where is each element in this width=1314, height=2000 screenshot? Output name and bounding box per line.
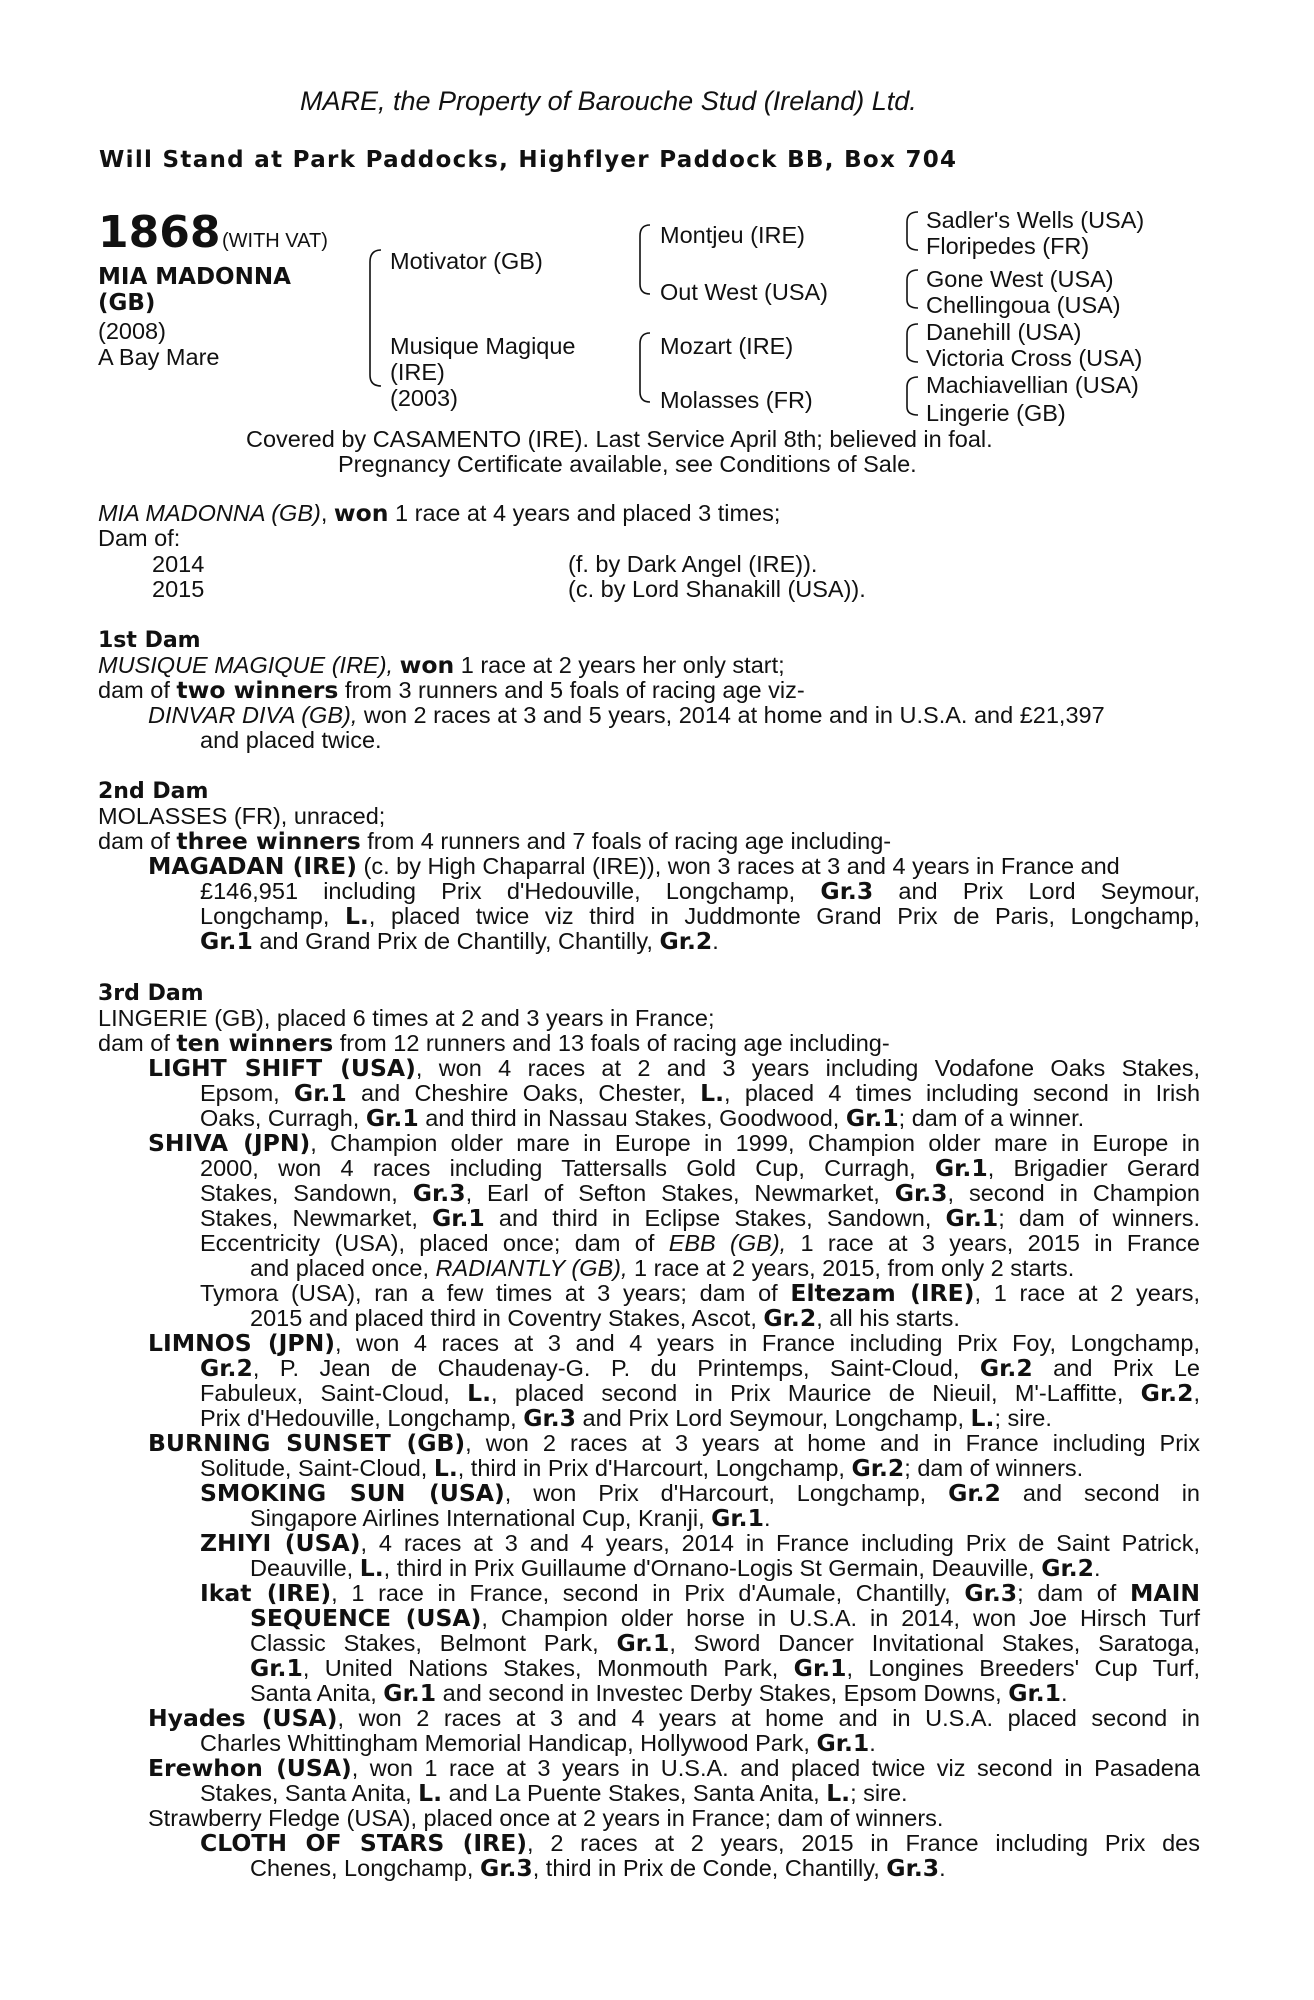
- sh-l4c: and third in Eclipse Stakes, Sandown,: [484, 1205, 946, 1231]
- sh-l4b: Gr.1: [431, 1204, 485, 1232]
- li-l4a: Prix d'Hedouville, Longchamp,: [200, 1405, 524, 1431]
- limnos-name: LIMNOS (JPN): [148, 1329, 336, 1357]
- erewhon-line1: [148, 1756, 1200, 1781]
- cs-name: CLOTH OF STARS (IRE): [200, 1829, 528, 1857]
- lightshift-line1: [148, 1056, 1200, 1081]
- zhiyi-line2: [250, 1556, 1101, 1581]
- ec-l2a: and placed once,: [250, 1255, 436, 1281]
- lightshift-line3: [200, 1106, 1084, 1131]
- shiva-line2: [200, 1156, 1200, 1181]
- hy-name: Hyades (USA): [148, 1704, 338, 1732]
- hy-l2b: Gr.1: [816, 1729, 870, 1757]
- cs-l2b: Gr.3: [479, 1854, 533, 1882]
- eccentricity-line1: [200, 1231, 1200, 1256]
- zh-l2b: L.: [359, 1554, 384, 1582]
- magadan-l4b: and Grand Prix de Chantilly, Chantilly,: [252, 928, 660, 954]
- dam-line2: (IRE): [390, 359, 445, 385]
- shiva-name: SHIVA (JPN): [148, 1129, 311, 1157]
- second-dam-damof-pre: dam of: [98, 828, 177, 854]
- ik-l1d: MAIN: [1130, 1579, 1200, 1607]
- magadan-name: MAGADAN (IRE): [148, 852, 357, 880]
- magadan-l4c: Gr.2: [659, 927, 713, 955]
- zh-l2c: , third in Prix Guillaume d'Ornano-Logis St Germain, Deauville,: [383, 1555, 1042, 1581]
- magadan-l2c: and Prix Lord Seymour,: [873, 878, 1200, 904]
- lightshift-line2: [200, 1081, 1200, 1106]
- dam-line3: (2003): [390, 385, 458, 411]
- dss: Danehill (USA): [926, 319, 1082, 345]
- dsd: Victoria Cross (USA): [926, 345, 1143, 371]
- ikat-line5: [250, 1681, 1068, 1706]
- ik-l1b: Gr.3: [964, 1579, 1018, 1607]
- magadan-line4: [200, 929, 719, 954]
- sh-l3d: Gr.3: [894, 1179, 948, 1207]
- bracket-gen1: [370, 250, 381, 386]
- hyades-line1: [148, 1706, 1200, 1731]
- third-dam-damof-post: from 12 runners and 13 foals of racing age including-: [333, 1030, 890, 1056]
- bracket-gen3-3: [907, 324, 918, 362]
- bs-l2e: ; dam of winners.: [904, 1455, 1084, 1481]
- limnos-line2: [200, 1356, 1200, 1381]
- ls-l2a: Epsom,: [200, 1080, 294, 1106]
- bracket-gen2-sire: [640, 225, 650, 294]
- ty-l2a: 2015 and placed third in Coventry Stakes, Ascot,: [250, 1305, 764, 1331]
- er-l2a: Stakes, Santa Anita,: [200, 1780, 419, 1806]
- ec-l1b: EBB (GB),: [668, 1230, 787, 1256]
- produce-year-1: 2014: [152, 551, 205, 577]
- ty-l2b: Gr.2: [763, 1304, 817, 1332]
- li-l3a: Fabuleux, Saint-Cloud,: [200, 1380, 468, 1406]
- tymora-line1: [200, 1281, 1200, 1306]
- bs-l2b: L.: [433, 1454, 458, 1482]
- sire: Motivator (GB): [390, 248, 543, 274]
- third-dam-heading: 3rd Dam: [98, 981, 204, 1006]
- magadan-text1: (c. by High Chaparral (IRE)), won 3 races at 3 and 4 years in France and: [356, 853, 1120, 879]
- ik-l5b: Gr.1: [383, 1679, 437, 1707]
- first-dam-winners: two winners: [176, 676, 339, 704]
- second-dam-winners: three winners: [176, 827, 361, 855]
- ls-l2c: and Cheshire Oaks, Chester,: [346, 1080, 701, 1106]
- record-won: won: [333, 499, 389, 527]
- magadan-l3b: L.: [344, 902, 369, 930]
- smoking-sun-line1: [200, 1481, 1200, 1506]
- owner-line: MARE, the Property of Barouche Stud (Ireland) Ltd.: [300, 86, 917, 116]
- zh-l1: , 4 races at 3 and 4 years, 2014 in France including Prix de Saint Patrick,: [360, 1530, 1200, 1556]
- li-l3e: ,: [1193, 1380, 1200, 1406]
- sh-l2b: Gr.1: [934, 1154, 988, 1182]
- horse-country: (GB): [98, 290, 156, 316]
- magadan-l2b: Gr.3: [820, 877, 874, 905]
- ikat-line2: [250, 1606, 1200, 1631]
- zh-l2e: .: [1094, 1555, 1101, 1581]
- cloth-of-stars-line2: [250, 1856, 946, 1881]
- bracket-gen3-2: [907, 270, 918, 308]
- hyades-line2: [200, 1731, 876, 1756]
- ec-l2b: RADIANTLY (GB),: [435, 1255, 628, 1281]
- produce-text-2: (c. by Lord Shanakill (USA)).: [568, 576, 866, 602]
- produce-text-1: (f. by Dark Angel (IRE)).: [568, 551, 818, 577]
- ik-l5e: .: [1061, 1680, 1068, 1706]
- ik-l5a: Santa Anita,: [250, 1680, 384, 1706]
- sh-l4d: Gr.1: [945, 1204, 999, 1232]
- magadan-line1: [148, 854, 1120, 879]
- second-dam-heading: 2nd Dam: [98, 779, 209, 804]
- magadan-l2a: £146,951 including Prix d'Hedouville, Longchamp,: [200, 878, 821, 904]
- hy-l2c: .: [869, 1730, 876, 1756]
- ty-l1b: Eltezam (IRE): [790, 1279, 975, 1307]
- li-l4d: L.: [970, 1404, 995, 1432]
- ec-l2c: 1 race at 2 years, 2015, from only 2 starts.: [627, 1255, 1075, 1281]
- second-dam-damof: [98, 829, 891, 854]
- er-l2b: L.: [418, 1779, 443, 1807]
- sire-dam: Out West (USA): [660, 279, 829, 305]
- second-dam-line1: MOLASSES (FR), unraced;: [98, 803, 386, 829]
- sh-l3a: Stakes, Sandown,: [200, 1180, 413, 1206]
- magadan-line3: [200, 904, 1200, 929]
- burning-sunset-line2: [200, 1456, 1083, 1481]
- third-dam-damof-pre: dam of: [98, 1030, 177, 1056]
- ss-l2b: Gr.1: [711, 1504, 764, 1532]
- er-name: Erewhon (USA): [148, 1754, 352, 1782]
- ik-l4a: Gr.1: [250, 1654, 303, 1682]
- shiva-line1: [148, 1131, 1200, 1156]
- first-dam-damof-post: from 3 runners and 5 foals of racing age viz-: [338, 677, 805, 703]
- first-dam-line: [98, 653, 785, 678]
- ss-l1a: , won Prix d'Harcourt, Longchamp,: [504, 1480, 949, 1506]
- hy-l1: , won 2 races at 3 and 4 years at home and in U.S.A. placed second in: [337, 1705, 1200, 1731]
- li-l3d: Gr.2: [1140, 1379, 1194, 1407]
- ik-l3b: Gr.1: [616, 1629, 670, 1657]
- magadan-line2: [200, 879, 1200, 904]
- ty-l1a: Tymora (USA), ran a few times at 3 years; dam of: [200, 1280, 791, 1306]
- ls-l3a: Oaks, Curragh,: [200, 1105, 366, 1131]
- first-dam-heading: 1st Dam: [98, 628, 201, 653]
- smoking-sun-line2: [250, 1506, 770, 1531]
- cs-l2e: .: [939, 1855, 946, 1881]
- ik-l5c: and second in Investec Derby Stakes, Epsom Downs,: [436, 1680, 1009, 1706]
- bracket-gen2-dam: [640, 333, 650, 402]
- ik-l2a: SEQUENCE (USA): [250, 1604, 482, 1632]
- dam-of-label: Dam of:: [98, 525, 181, 551]
- stand-line: Will Stand at Park Paddocks, Highflyer Paddock BB, Box 704: [99, 147, 958, 173]
- ik-l5d: Gr.1: [1008, 1679, 1062, 1707]
- bs-l2a: Solitude, Saint-Cloud,: [200, 1455, 434, 1481]
- ik-l1c: ; dam of: [1017, 1580, 1131, 1606]
- bs-l2d: Gr.2: [851, 1454, 905, 1482]
- second-dam-damof-post: from 4 runners and 7 foals of racing age including-: [360, 828, 892, 854]
- ec-l1c: 1 race at 3 years, 2015 in France: [786, 1230, 1200, 1256]
- ik-l4b: , United Nations Stakes, Monmouth Park,: [302, 1655, 794, 1681]
- limnos-line4: [200, 1406, 1052, 1431]
- lightshift-l1: , won 4 races at 2 and 3 years including Vodafone Oaks Stakes,: [415, 1055, 1200, 1081]
- covered-line2: Pregnancy Certificate available, see Conditions of Sale.: [338, 451, 917, 477]
- magadan-l3a: Longchamp,: [200, 903, 345, 929]
- record-horse-name: MIA MADONNA (GB): [98, 500, 321, 526]
- cs-l2d: Gr.3: [886, 1854, 940, 1882]
- li-l3c: , placed second in Prix Maurice de Nieuil, M'-Laffitte,: [491, 1380, 1141, 1406]
- dam-line1: Musique Magique: [390, 333, 576, 359]
- sdd: Chellingoua (USA): [926, 292, 1121, 318]
- ls-l2b: Gr.1: [293, 1079, 347, 1107]
- ik-l3a: Classic Stakes, Belmont Park,: [250, 1630, 617, 1656]
- sh-l3b: Gr.3: [412, 1179, 466, 1207]
- horse-name: MIA MADONNA: [98, 264, 291, 290]
- ik-l4d: , Longines Breeders' Cup Turf,: [846, 1655, 1201, 1681]
- sh-l3e: , second in Champion: [947, 1180, 1201, 1206]
- eccentricity-line2: [250, 1256, 1074, 1281]
- ls-l3b: Gr.1: [365, 1104, 419, 1132]
- lightshift-name: LIGHT SHIFT (USA): [148, 1054, 416, 1082]
- ls-l2e: , placed 4 times including second in Irish: [724, 1080, 1201, 1106]
- ik-l1a: , 1 race in France, second in Prix d'Aumale, Chantilly,: [331, 1580, 965, 1606]
- zh-l2a: Deauville,: [250, 1555, 360, 1581]
- li-l4c: and Prix Lord Seymour, Longchamp,: [576, 1405, 971, 1431]
- third-dam-winners: ten winners: [176, 1029, 334, 1057]
- cs-l2a: Chenes, Longchamp,: [250, 1855, 480, 1881]
- ty-l1c: , 1 race at 2 years,: [974, 1280, 1200, 1306]
- ikat-line3: [250, 1631, 1200, 1656]
- sss: Sadler's Wells (USA): [926, 207, 1145, 233]
- cs-l1: , 2 races at 2 years, 2015 in France including Prix des: [527, 1830, 1200, 1856]
- sds: Gone West (USA): [926, 266, 1114, 292]
- bs-name: BURNING SUNSET (GB): [148, 1429, 466, 1457]
- cloth-of-stars-line1: [200, 1831, 1200, 1856]
- ik-l2b: , Champion older horse in U.S.A. in 2014, won Joe Hirsch Turf: [481, 1605, 1200, 1631]
- ik-name: Ikat (IRE): [200, 1579, 332, 1607]
- first-dam-child-text1: won 2 races at 3 and 5 years, 2014 at home and in U.S.A. and £21,397: [357, 702, 1105, 728]
- er-l2e: ; sire.: [850, 1780, 908, 1806]
- er-l2d: L.: [826, 1779, 851, 1807]
- er-l1: , won 1 race at 3 years in U.S.A. and placed twice viz second in Pasadena: [351, 1755, 1200, 1781]
- first-dam-won: won: [399, 651, 455, 679]
- sire-sire: Montjeu (IRE): [660, 222, 805, 248]
- horse-year: (2008): [98, 318, 166, 344]
- ss-name: SMOKING SUN (USA): [200, 1479, 505, 1507]
- record-rest: 1 race at 4 years and placed 3 times;: [388, 500, 781, 526]
- li-l2a: Gr.2: [200, 1354, 253, 1382]
- sh-l2a: 2000, won 4 races including Tattersalls Gold Cup, Curragh,: [200, 1155, 935, 1181]
- first-dam-damof: [98, 678, 805, 703]
- limnos-line3: [200, 1381, 1200, 1406]
- record-line: MIA MADONNA (GB), won 1 race at 4 years and placed 3 times;: [98, 499, 781, 527]
- bracket-gen3-1: [907, 212, 918, 250]
- dam-dam: Molasses (FR): [660, 387, 813, 413]
- zhiyi-line1: [200, 1531, 1200, 1556]
- hy-l2a: Charles Whittingham Memorial Handicap, Hollywood Park,: [200, 1730, 817, 1756]
- ik-l3c: , Sword Dancer Invitational Stakes, Saratoga,: [669, 1630, 1200, 1656]
- ss-l2a: Singapore Airlines International Cup, Kranji,: [250, 1505, 712, 1531]
- erewhon-line2: [200, 1781, 908, 1806]
- first-dam-child-name: DINVAR DIVA (GB),: [148, 702, 358, 728]
- cs-l2c: , third in Prix de Conde, Chantilly,: [532, 1855, 887, 1881]
- ssd: Floripedes (FR): [926, 233, 1090, 259]
- limnos-l1: , won 4 races at 3 and 4 years in France including Prix Foy, Longchamp,: [335, 1330, 1200, 1356]
- li-l2c: Gr.2: [979, 1354, 1033, 1382]
- ls-l3d: Gr.1: [845, 1104, 899, 1132]
- magadan-l3c: , placed twice viz third in Juddmonte Grand Prix de Paris, Longchamp,: [368, 903, 1200, 929]
- ik-l4c: Gr.1: [793, 1654, 847, 1682]
- ss-l2c: .: [763, 1505, 771, 1531]
- er-l2c: and La Puente Stakes, Santa Anita,: [442, 1780, 827, 1806]
- ls-l3e: ; dam of a winner.: [898, 1105, 1085, 1131]
- first-dam-name: MUSIQUE MAGIQUE (IRE),: [98, 652, 394, 678]
- li-l4e: ; sire.: [994, 1405, 1052, 1431]
- ddd: Lingerie (GB): [926, 400, 1066, 426]
- tymora-line2: [250, 1306, 960, 1331]
- zh-name: ZHIYI (USA): [200, 1529, 361, 1557]
- shiva-l1: , Champion older mare in Europe in 1999, Champion older mare in Europe in: [310, 1130, 1200, 1156]
- shiva-line4: [200, 1206, 1200, 1231]
- li-l2b: , P. Jean de Chaudenay-G. P. du Printemps, Saint-Cloud,: [252, 1355, 980, 1381]
- burning-sunset-line1: [148, 1431, 1200, 1456]
- sh-l2c: , Brigadier Gerard: [987, 1155, 1200, 1181]
- ikat-line4: [250, 1656, 1200, 1681]
- bs-l1: , won 2 races at 3 years at home and in France including Prix: [465, 1430, 1201, 1456]
- li-l4b: Gr.3: [523, 1404, 577, 1432]
- third-dam-damof: [98, 1031, 890, 1056]
- ss-l1c: and second in: [1000, 1480, 1200, 1506]
- first-dam-child-line2: and placed twice.: [200, 727, 382, 753]
- covered-line1: Covered by CASAMENTO (IRE). Last Service April 8th; believed in foal.: [246, 426, 993, 452]
- shiva-line3: [200, 1181, 1200, 1206]
- dds: Machiavellian (USA): [926, 372, 1139, 398]
- magadan-l4d: .: [712, 928, 719, 954]
- ty-l2c: , all his starts.: [816, 1305, 960, 1331]
- vat-note: (WITH VAT): [222, 230, 328, 252]
- first-dam-damof-pre: dam of: [98, 677, 177, 703]
- first-dam-rest: 1 race at 2 years her only start;: [454, 652, 785, 678]
- ls-l3c: and third in Nassau Stakes, Goodwood,: [418, 1105, 846, 1131]
- zh-l2d: Gr.2: [1041, 1554, 1094, 1582]
- sh-l4e: ; dam of winners.: [998, 1205, 1200, 1231]
- third-dam-line1: LINGERIE (GB), placed 6 times at 2 and 3 years in France;: [98, 1005, 715, 1031]
- ls-l2d: L.: [700, 1079, 725, 1107]
- first-dam-child-line1: [148, 703, 1105, 728]
- bracket-gen3-4: [907, 377, 918, 415]
- magadan-l4a: Gr.1: [200, 927, 253, 955]
- li-l3b: L.: [467, 1379, 492, 1407]
- lot-number: 1868: [98, 207, 221, 258]
- produce-year-2: 2015: [152, 576, 205, 602]
- sh-l3c: , Earl of Sefton Stakes, Newmarket,: [465, 1180, 895, 1206]
- horse-description: A Bay Mare: [98, 344, 220, 370]
- ss-l1b: Gr.2: [948, 1479, 1001, 1507]
- dam-sire: Mozart (IRE): [660, 333, 794, 359]
- strawberry-line1: Strawberry Fledge (USA), placed once at 2 years in France; dam of winners.: [148, 1805, 944, 1831]
- ikat-line1: [200, 1581, 1200, 1606]
- ec-l1a: Eccentricity (USA), placed once; dam of: [200, 1230, 669, 1256]
- bs-l2c: , third in Prix d'Harcourt, Longchamp,: [457, 1455, 852, 1481]
- sh-l4a: Stakes, Newmarket,: [200, 1205, 432, 1231]
- li-l2d: and Prix Le: [1032, 1355, 1200, 1381]
- limnos-line1: [148, 1331, 1200, 1356]
